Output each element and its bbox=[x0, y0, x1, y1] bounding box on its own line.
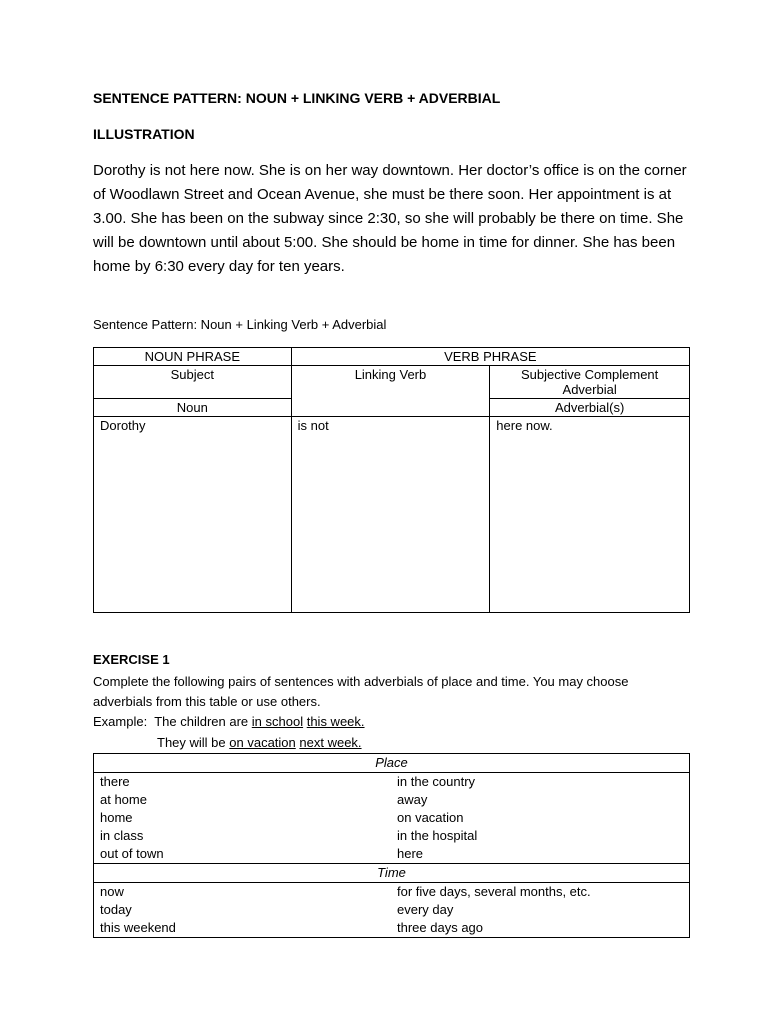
sentence-pattern-table bbox=[93, 347, 690, 613]
place-cell: at home bbox=[100, 792, 147, 807]
page-title: SENTENCE PATTERN: NOUN + LINKING VERB + ADVERBIAL bbox=[93, 90, 501, 106]
place-cell: in the country bbox=[397, 774, 476, 789]
time-cell: three days ago bbox=[397, 920, 484, 935]
place-row bbox=[94, 809, 690, 827]
subjective-complement-header bbox=[490, 366, 690, 399]
place-cell: on vacation bbox=[397, 810, 464, 825]
time-row bbox=[94, 919, 690, 938]
example-line-1 bbox=[93, 712, 365, 732]
example-line-2 bbox=[157, 733, 362, 753]
adverbial-label: Adverbial bbox=[562, 382, 617, 397]
subject-header: Subject bbox=[94, 366, 292, 399]
place-row bbox=[94, 845, 690, 864]
place-row bbox=[94, 773, 690, 792]
time-header: Time bbox=[94, 864, 690, 883]
time-cell: now bbox=[100, 884, 124, 899]
linking-verb-header: Linking Verb bbox=[291, 366, 490, 417]
time-cell: today bbox=[100, 902, 132, 917]
example1-text: The children are bbox=[154, 714, 249, 729]
verb-cell: is not bbox=[291, 417, 490, 613]
illustration-heading: ILLUSTRATION bbox=[93, 126, 195, 142]
subjective-complement-label: Subjective Complement bbox=[520, 367, 659, 382]
noun-header: Noun bbox=[94, 399, 292, 417]
place-cell: here bbox=[397, 846, 424, 861]
place-header-row bbox=[94, 754, 690, 773]
time-row bbox=[94, 883, 690, 902]
noun-phrase-header: NOUN PHRASE bbox=[94, 348, 292, 366]
noun-cell: Dorothy bbox=[94, 417, 292, 613]
example2-adverbial-time: next week. bbox=[299, 735, 362, 750]
place-cell: away bbox=[397, 792, 428, 807]
place-row bbox=[94, 791, 690, 809]
example1-adverbial-time: this week. bbox=[306, 714, 365, 729]
place-cell: out of town bbox=[100, 846, 164, 861]
time-header-row bbox=[94, 864, 690, 883]
adverbials-header: Adverbial(s) bbox=[490, 399, 690, 417]
place-cell: in the hospital bbox=[397, 828, 478, 843]
place-row bbox=[94, 827, 690, 845]
example2-text: They will be bbox=[157, 735, 226, 750]
adverbials-table bbox=[93, 753, 690, 938]
place-cell: home bbox=[100, 810, 133, 825]
example-label: Example: bbox=[93, 714, 148, 729]
example1-adverbial-place: in school bbox=[251, 714, 304, 729]
time-cell: every day bbox=[397, 902, 454, 917]
exercise-heading: EXERCISE 1 bbox=[93, 652, 170, 667]
illustration-paragraph: Dorothy is not here now. She is on her way downtown. Her doctor’s office is on the corner of Woodlawn Street and Ocean Avenue, she must be there soon. Her appointment is at 3.00. She has been on the subway since 2:30, so she will probably be there on time. She will be downtown until about 5:00. She should be home in time for dinner. She has been home by 6:30 every day for ten years. bbox=[93, 162, 687, 275]
place-cell: there bbox=[100, 774, 130, 789]
place-header: Place bbox=[94, 754, 690, 773]
place-cell: in class bbox=[100, 828, 144, 843]
time-cell: for five days, several months, etc. bbox=[397, 884, 591, 899]
time-cell: this weekend bbox=[100, 920, 176, 935]
time-row bbox=[94, 901, 690, 919]
exercise-instructions: Complete the following pairs of sentences with adverbials of place and time. You may choose adverbials from this table or use others. bbox=[93, 674, 629, 709]
example2-adverbial-place: on vacation bbox=[229, 735, 296, 750]
verb-phrase-header: VERB PHRASE bbox=[291, 348, 689, 366]
pattern-caption: Sentence Pattern: Noun + Linking Verb + Adverbial bbox=[93, 317, 387, 332]
adverbial-cell: here now. bbox=[490, 417, 690, 613]
